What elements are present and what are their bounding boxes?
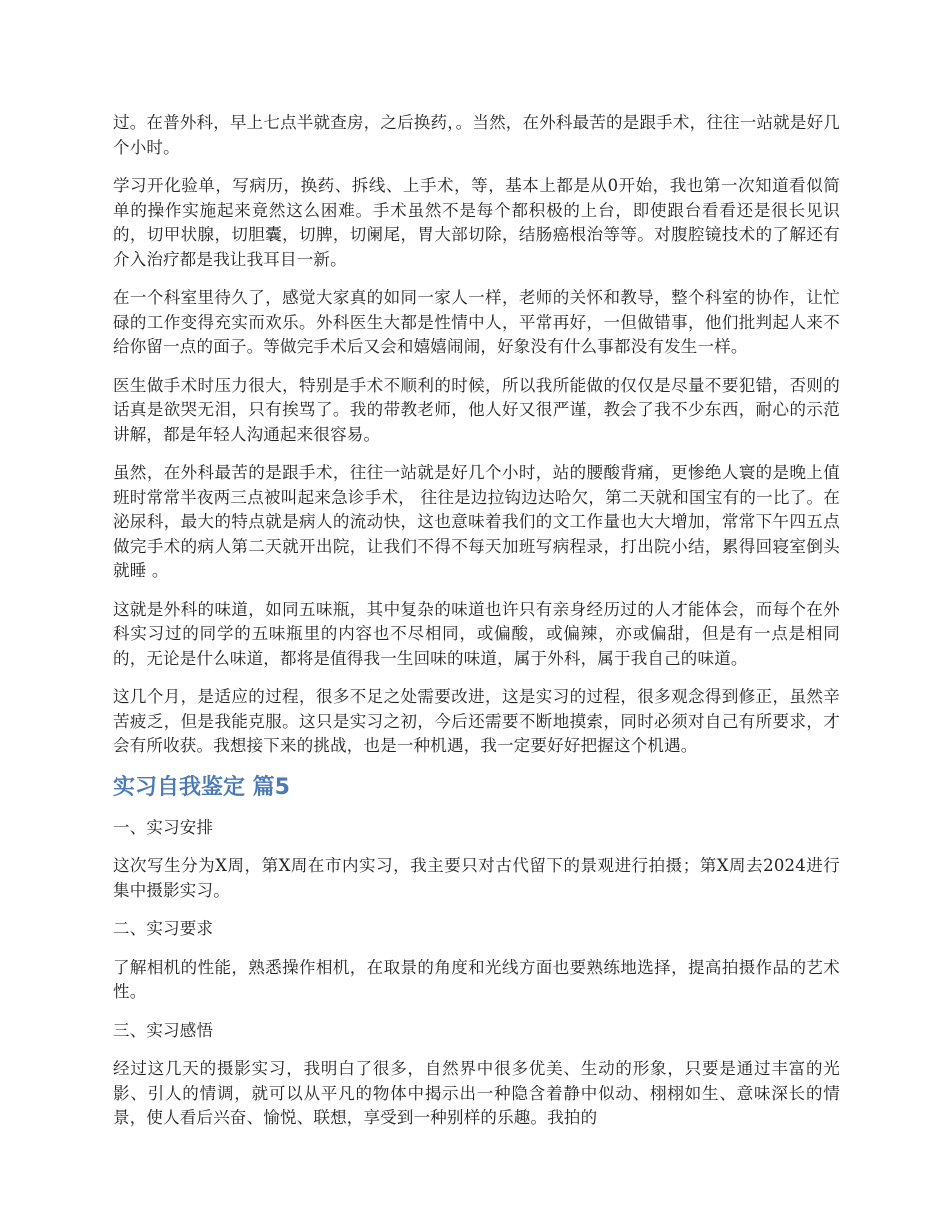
paragraph-hardship: 虽然，在外科最苦的是跟手术，往往一站就是好几个小时，站的腰酸背痛，更惨绝人寰的是晚上值班时常常半夜两三点被叫起来急诊手术， 往往是边拉钩边达哈欠，第二天就和国宝有的一比了。在泌尿科，最大的特点就是病人的流动快，这也意味着我们的文工作量也大大增加，常常下午四五点做完手术的病人第二天就开出院，让我们不得不每天加班写病程录，打出院小结，累得回寝室倒头就睡 。 <box>113 463 840 580</box>
paragraph-surgery-pressure: 医生做手术时压力很大，特别是手术不顺利的时候，所以我所能做的仅仅是尽量不要犯错，否则的话真是欲哭无泪，只有挨骂了。我的带教老师，他人好又很严谨，教会了我不少东西，耐心的示范讲解，都是年轻人沟通起来很容易。 <box>113 375 840 444</box>
subheading-insights: 三、实习感悟 <box>113 1020 214 1040</box>
paragraph-requirements: 了解相机的性能，熟悉操作相机，在取景的角度和光线方面也要熟练地选择，提高拍摄作品的艺术性。 <box>113 957 840 1001</box>
paragraph-conclusion: 这几个月，是适应的过程，很多不足之处需要改进，这是实习的过程，很多观念得到修正，虽然辛苦疲乏，但是我能克服。这只是实习之初，今后还需要不断地摸索，同时必须对自己有所要求，才会有所收获。我想接下来的挑战，也是一种机遇，我一定要好好把握这个机遇。 <box>113 687 840 755</box>
paragraph-continuation: 过。在普外科，早上七点半就查房，之后换药，。当然，在外科最苦的是跟手术，往往一站就是好几个小时。 <box>113 113 840 157</box>
subheading-requirements: 二、实习要求 <box>113 919 214 938</box>
paragraph-arrangement: 这次写生分为X周，第X周在市内实习，我主要只对古代留下的景观进行拍摄；第X周去2024进行集中摄影实习。 <box>113 856 840 900</box>
paragraph-department-life: 在一个科室里待久了，感觉大家真的如同一家人一样，老师的关怀和教导，整个科室的协作，让忙碌的工作变得充实而欢乐。外科医生大都是性情中人，平常再好，一但做错事，他们批判起人来不给你留一点的面子。等做完手术后又会和嬉嬉闹闹，好象没有什么事都没有发生一样。 <box>113 288 840 356</box>
subheading-arrangement: 一、实习安排 <box>113 817 214 837</box>
section-heading: 实习自我鉴定 篇5 <box>113 774 290 800</box>
paragraph-surgery-taste: 这就是外科的味道，如同五味瓶，其中复杂的味道也许只有亲身经历过的人才能体会，而每个在外科实习过的同学的五味瓶里的内容也不尽相同，或偏酸，或偏辣，亦或偏甜，但是有一点是相同的，无论是什么味道，都将是值得我一生回味的味道，属于外科，属于我自己的味道。 <box>113 599 840 668</box>
document-page <box>113 111 840 1145</box>
paragraph-insights: 经过这几天的摄影实习，我明白了很多，自然界中很多优美、生动的形象，只要是通过丰富的光影、引人的情调，就可以从平凡的物体中揭示出一种隐含着静中似动、栩栩如生、意味深长的情景，使人看后兴奋、愉悦、联想，享受到一种别样的乐趣。我拍的 <box>113 1059 840 1127</box>
paragraph-lab-work: 学习开化验单，写病历，换药、拆线、上手术，等，基本上都是从0开始，我也第一次知道看似简单的操作实施起来竟然这么困难。手术虽然不是每个都积极的上台，即使跟台看看还是很长见识的，切甲状腺，切胆囊，切脾，切阑尾，胃大部切除，结肠癌根治等等。对腹腔镜技术的了解还有介入治疗都是我让我耳目一新。 <box>113 176 840 269</box>
